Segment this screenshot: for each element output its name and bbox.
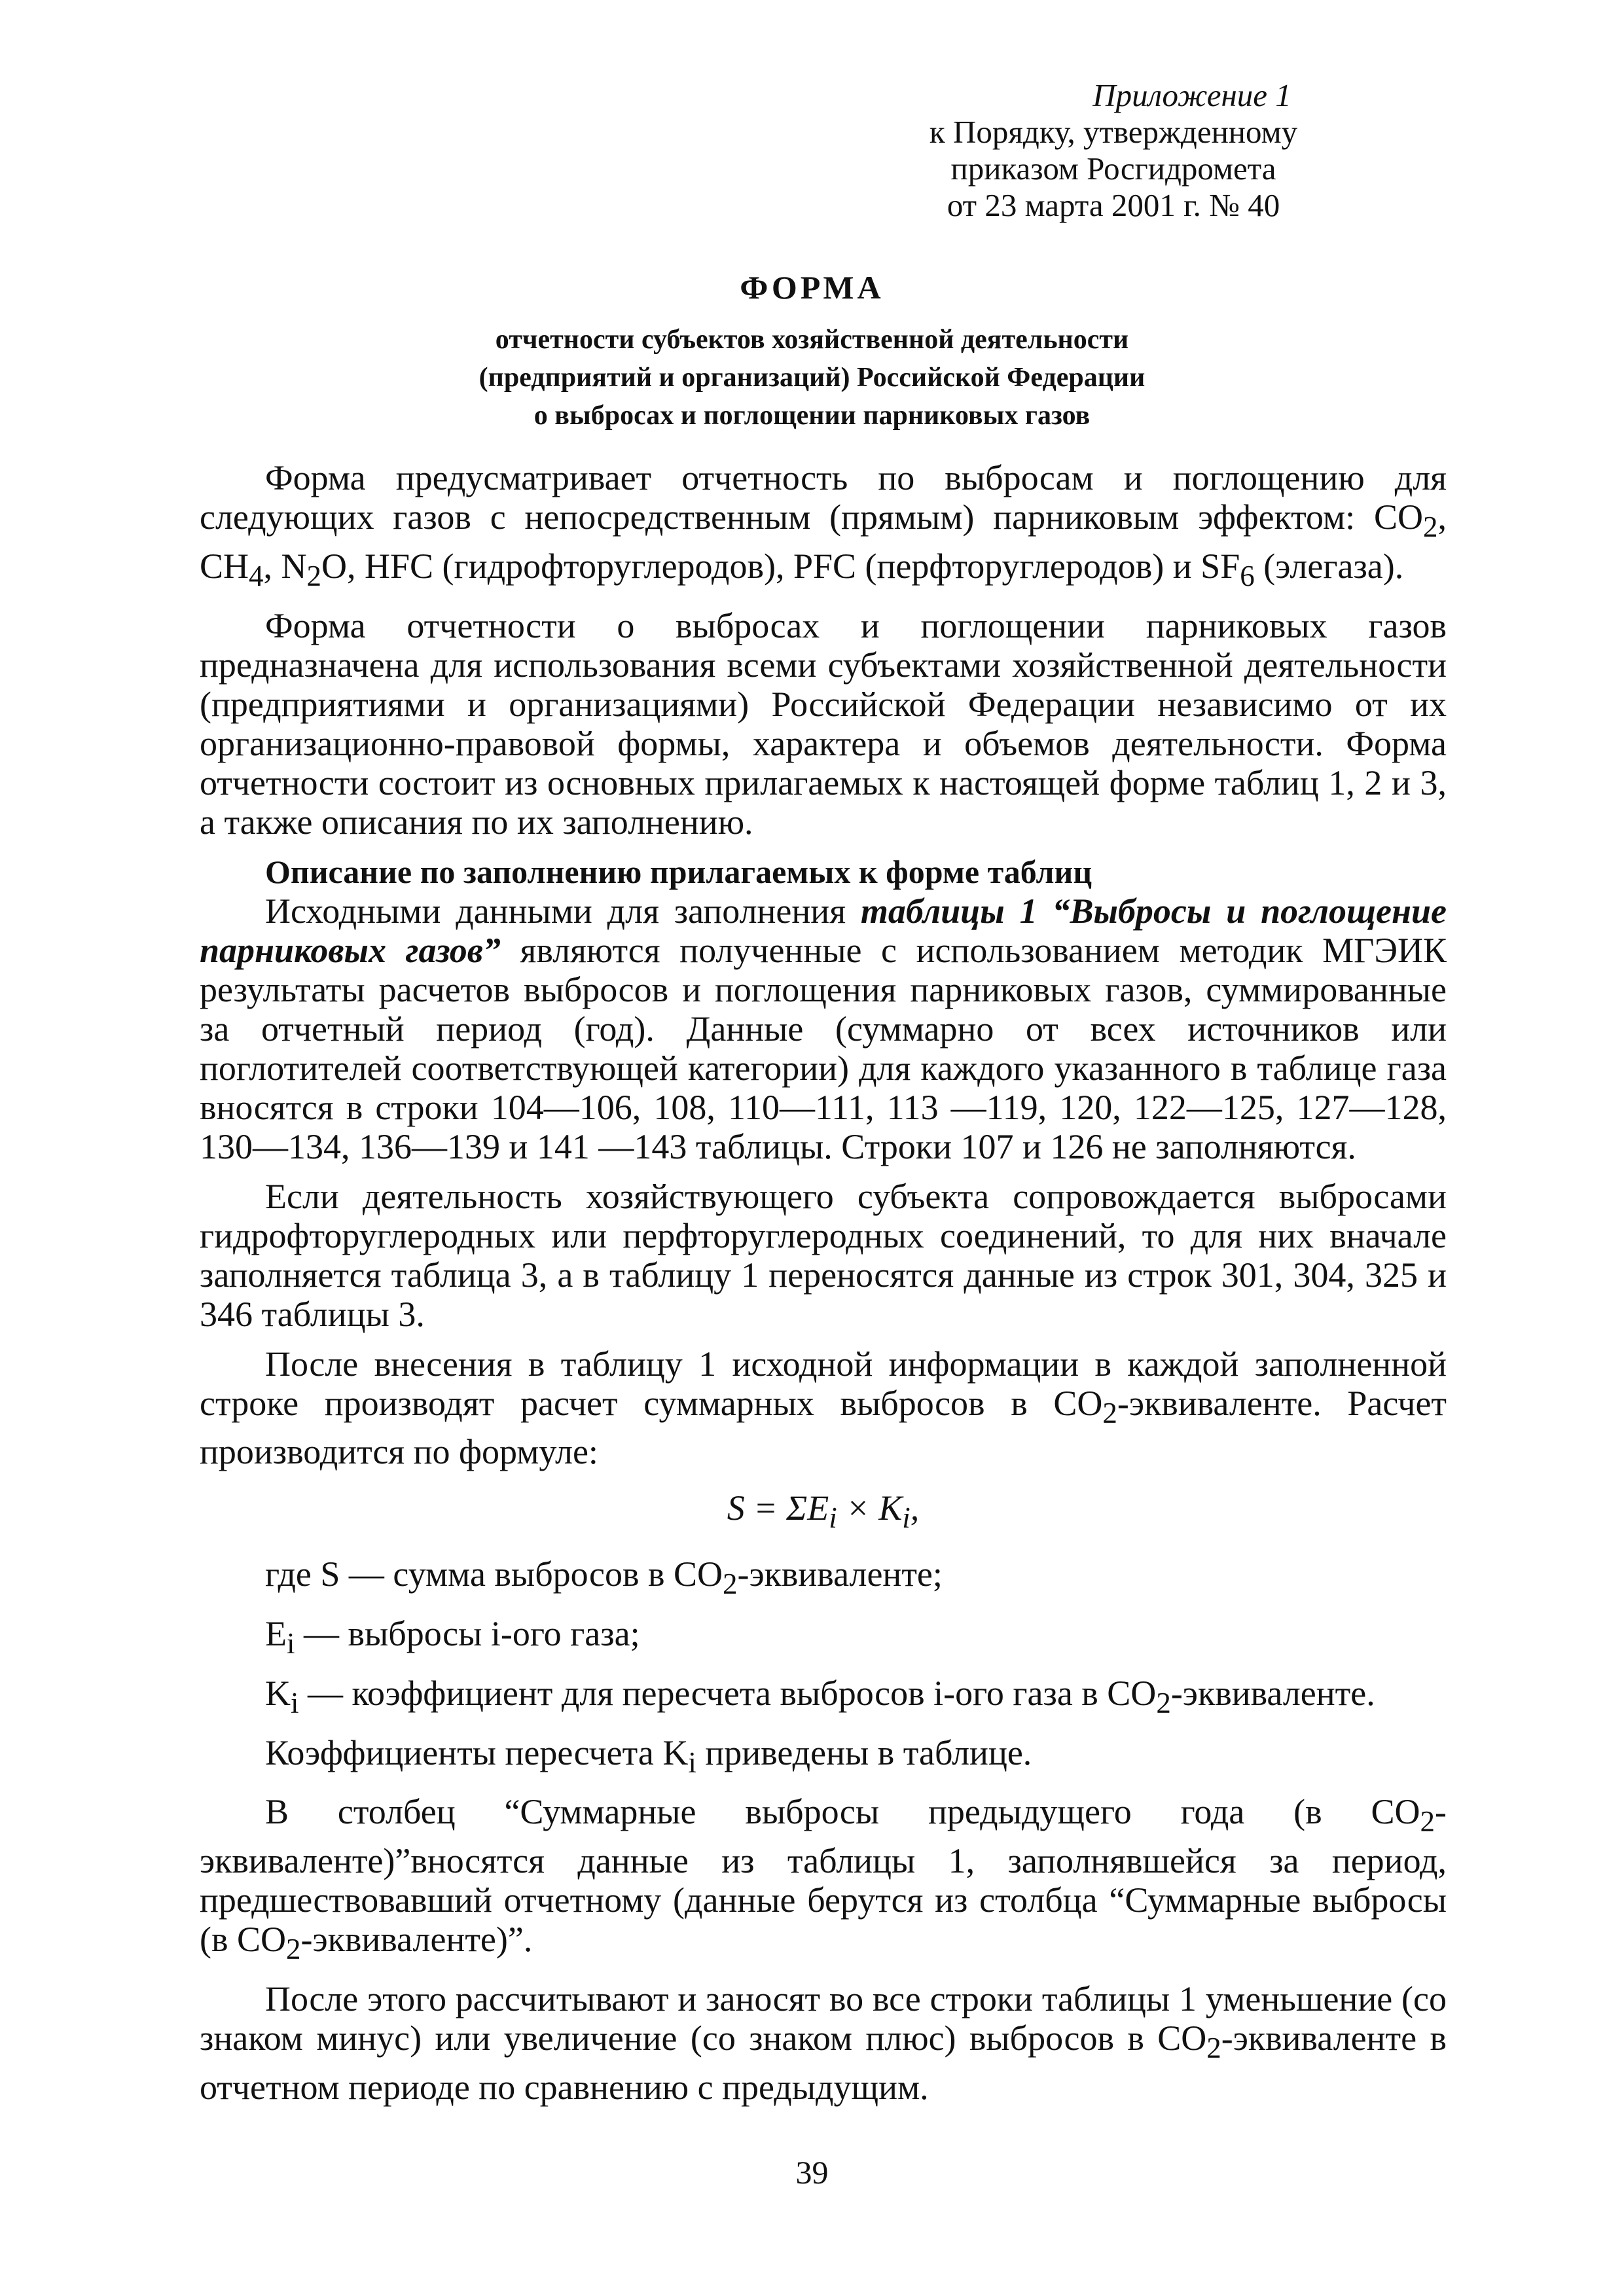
p3-table-ref: таблицы 1 “Выбросы и поглощение парниковых газов” <box>200 891 1447 970</box>
document-body <box>200 458 1447 2107</box>
form-subheading <box>0 321 1624 435</box>
definition-e <box>200 1614 1447 1663</box>
p5-sub: 2 <box>1102 1396 1117 1429</box>
p6-sub: i <box>688 1746 696 1779</box>
def3-text-c: -эквиваленте. <box>1170 1673 1375 1713</box>
p1-text-a: Форма предусматривает отчетность по выбросам и поглощению для следующих газов с непосредственным (прямым) парниковым эффектом: CO <box>200 458 1447 537</box>
p7-text-b: -эквиваленте)”вносятся данные из таблицы 1, заполнявшейся за период, предшествовавший отчетному (данные берутся из столбца “Суммарные выбросы (в CO <box>200 1792 1447 1960</box>
formula-sub-2: i <box>902 1501 911 1535</box>
p1-text-e: (элегаза). <box>1254 546 1404 586</box>
def3-sub: i <box>291 1686 299 1719</box>
paragraph-change <box>200 1979 1447 2107</box>
def2-text-b: — выбросы i-ого газа; <box>295 1613 640 1653</box>
formula-part-b: × K <box>837 1488 903 1528</box>
p1-sub-a: 2 <box>1423 510 1438 543</box>
subheading-line-2: (предприятий и организаций) Российской Федерации <box>478 363 1146 393</box>
def2-sub: i <box>287 1626 295 1660</box>
p8-sub: 2 <box>1206 2031 1221 2064</box>
appendix-block <box>852 77 1375 224</box>
def2-text-a: E <box>265 1613 287 1653</box>
p7-text-c: -эквиваленте)”. <box>300 1920 533 1960</box>
p3-text-c: являются полученные с использованием методик МГЭИК результаты расчетов выбросов и поглощения парниковых газов, суммированные за отчетный период (год). Данные (суммарно от всех источников или поглотителей соответствующей категории) для каждого указанного в таблице газа вносятся в строки 104—106, 108, 110—111, 113 —119, 120, 122—125, 127—128, 130—134, 136—139 и 141 —143 таблицы. Строки 107 и 126 не заполняются. <box>200 930 1447 1166</box>
def1-text-a: где S — сумма выбросов в CO <box>265 1554 723 1594</box>
p5-text-a: После внесения в таблицу 1 исходной информации в каждой заполненной строке производят расчет суммарных выбросов в CO <box>200 1344 1447 1423</box>
p1-text-d: O, HFC (гидрофторуглеродов), PFC (перфторуглеродов) и SF <box>321 546 1240 586</box>
p1-sub-c: 2 <box>306 559 322 592</box>
appendix-line-3: от 23 марта 2001 г. № 40 <box>947 187 1280 223</box>
def3-sub-2: 2 <box>1156 1686 1171 1719</box>
appendix-title: Приложение 1 <box>1092 77 1291 113</box>
p8-text-a: После этого рассчитывают и заносят во все строки таблицы 1 уменьшение (со знаком минус) или увеличение (со знаком плюс) выбросов в CO <box>200 1979 1447 2058</box>
appendix-line-1: к Порядку, утвержденному <box>929 114 1298 150</box>
page-number: 39 <box>795 2154 829 2191</box>
p1-sub-d: 6 <box>1240 559 1255 592</box>
paragraph-table1 <box>200 891 1447 1166</box>
formula-part-c: , <box>910 1488 920 1528</box>
p1-text-c: , N <box>263 546 307 586</box>
def1-sub: 2 <box>723 1567 738 1600</box>
paragraph-calculation <box>200 1344 1447 1472</box>
p8-text-b: -эквиваленте в отчетном периоде по сравнению с предыдущим. <box>200 2018 1447 2107</box>
definition-s <box>200 1554 1447 1604</box>
formula-sub-1: i <box>829 1501 837 1535</box>
form-heading: ФОРМА <box>740 269 884 306</box>
p7-sub-1: 2 <box>1420 1805 1435 1839</box>
paragraph-previous-year <box>200 1792 1447 1969</box>
p7-text-a: В столбец “Суммарные выбросы предыдущего года (в CO <box>265 1792 1420 1832</box>
formula-part-a: S = ΣE <box>727 1488 829 1528</box>
paragraph-coefficients <box>200 1733 1447 1782</box>
subheading-line-3: о выбросах и поглощении парниковых газов <box>533 401 1091 431</box>
p1-text-b: , CH <box>200 497 1447 586</box>
def3-text-a: K <box>265 1673 291 1713</box>
formula <box>200 1488 1447 1537</box>
definition-k <box>200 1674 1447 1723</box>
section-title: Описание по заполнению прилагаемых к форме таблиц <box>265 853 1092 890</box>
p5-text-b: -эквиваленте. Расчет производится по формуле: <box>200 1383 1447 1472</box>
subheading-line-1: отчетности субъектов хозяйственной деятельности <box>495 325 1129 355</box>
p3-text-a: Исходными данными для заполнения <box>265 891 861 931</box>
appendix-line-2: приказом Росгидромета <box>950 151 1276 187</box>
p6-text-a: Коэффициенты пересчета K <box>265 1732 689 1772</box>
def1-text-b: -эквиваленте; <box>737 1554 943 1594</box>
p6-text-b: приведены в таблице. <box>696 1732 1032 1772</box>
paragraph-hfc-pfc: Если деятельность хозяйствующего субъекта сопровождается выбросами гидрофторуглеродных или перфторуглеродных соединений, то для них вначале заполняется таблица 3, а в таблицу 1 переносятся данные из строк 301, 304, 325 и 346 таблицы 3. <box>200 1176 1447 1334</box>
def3-text-b: — коэффициент для пересчета выбросов i-ого газа в CO <box>298 1673 1157 1713</box>
p7-sub-2: 2 <box>286 1932 301 1965</box>
paragraph-gases <box>200 458 1447 596</box>
p1-sub-b: 4 <box>249 559 264 592</box>
paragraph-purpose: Форма отчетности о выбросах и поглощении парниковых газов предназначена для использования всеми субъектами хозяйственной деятельности (предприятиями и организациями) Российской Федерации независимо от их организационно-правовой формы, характера и объемов деятельности. Форма отчетности состоит из основных прилагаемых к настоящей форме таблиц 1, 2 и 3, а также описания по их заполнению. <box>200 605 1447 842</box>
